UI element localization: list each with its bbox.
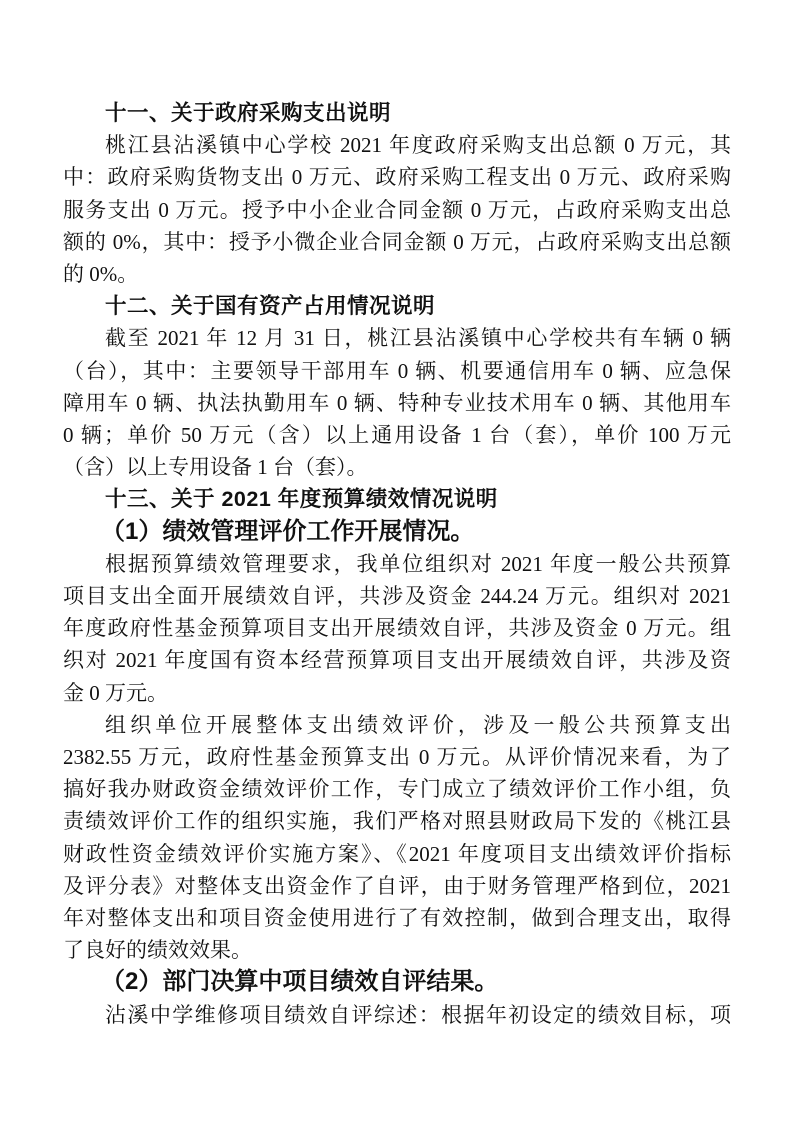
text-line: 截至 2021 年 12 月 31 日，桃江县沾溪镇中心学校共有车辆 0 辆 [105, 326, 731, 351]
text-line: 服务支出 0 万元。授予中小企业合同金额 0 万元，占政府采购支出总 [63, 197, 731, 222]
text-line: 的 0%。 [63, 262, 139, 287]
section-12-paragraph [63, 322, 731, 483]
text-line: 沾溪中学维修项目绩效自评综述：根据年初设定的绩效目标，项 [105, 1002, 731, 1027]
text-line: 责绩效评价工作的组织实施，我们严格对照县财政局下发的《桃江县 [63, 809, 731, 834]
text-line: 桃江县沾溪镇中心学校 2021 年度政府采购支出总额 0 万元，其 [105, 133, 731, 158]
text-line: 2382.55 万元，政府性基金预算支出 0 万元。从评价情况来看，为了 [63, 745, 731, 770]
text-line: 项目支出全面开展绩效自评，共涉及资金 244.24 万元。组织对 2021 [63, 584, 731, 609]
text-line: 根据预算绩效管理要求，我单位组织对 2021 年度一般公共预算 [105, 551, 731, 576]
text-line: 额的 0%，其中：授予小微企业合同金额 0 万元，占政府采购支出总额 [63, 229, 731, 254]
text-line: 及评分表》对整体支出资金作了自评，由于财务管理严格到位，2021 [63, 873, 731, 898]
text-line: 年对整体支出和项目资金使用进行了有效控制，做到合理支出，取得 [63, 906, 731, 931]
text-line: 财政性资金绩效评价实施方案》、《2021 年度项目支出绩效评价指标 [63, 841, 731, 866]
text-line: 组织单位开展整体支出绩效评价，涉及一般公共预算支出 [105, 712, 731, 737]
text-line: 0 辆；单价 50 万元（含）以上通用设备 1 台（套），单价 100 万元 [63, 423, 731, 448]
section-11-paragraph [63, 129, 731, 290]
section-12-heading: 十二、关于国有资产占用情况说明 [105, 294, 436, 319]
section-13-paragraph-1 [63, 548, 731, 709]
section-13-subheading-2: （2）部门决算中项目绩效自评结果。 [101, 968, 499, 996]
text-line: 金 0 万元。 [63, 680, 168, 705]
section-13-heading: 十三、关于 2021 年度预算绩效情况说明 [105, 487, 498, 512]
text-line: 中：政府采购货物支出 0 万元、政府采购工程支出 0 万元、政府采购 [63, 165, 731, 190]
text-line: 织对 2021 年度国有资本经营预算项目支出开展绩效自评，共涉及资 [63, 648, 731, 673]
section-11-heading: 十一、关于政府采购支出说明 [105, 101, 392, 125]
text-line: 了良好的绩效效果。 [63, 938, 252, 963]
section-13-paragraph-3 [63, 999, 731, 1031]
document-content [63, 97, 731, 1031]
text-line: 年度政府性基金预算项目支出开展绩效自评，共涉及资金 0 万元。组 [63, 616, 731, 641]
text-line: 搞好我办财政资金绩效评价工作，专门成立了绩效评价工作小组，负 [63, 777, 731, 802]
text-line: 障用车 0 辆、执法执勤用车 0 辆、特种专业技术用车 0 辆、其他用车 [63, 390, 731, 415]
text-line: （台），其中：主要领导干部用车 0 辆、机要通信用车 0 辆、应急保 [63, 358, 731, 383]
section-13-subheading-1: （1）绩效管理评价工作开展情况。 [101, 517, 475, 545]
section-13-paragraph-2 [63, 709, 731, 967]
text-line: （含）以上专用设备 1 台（套）。 [63, 455, 368, 480]
